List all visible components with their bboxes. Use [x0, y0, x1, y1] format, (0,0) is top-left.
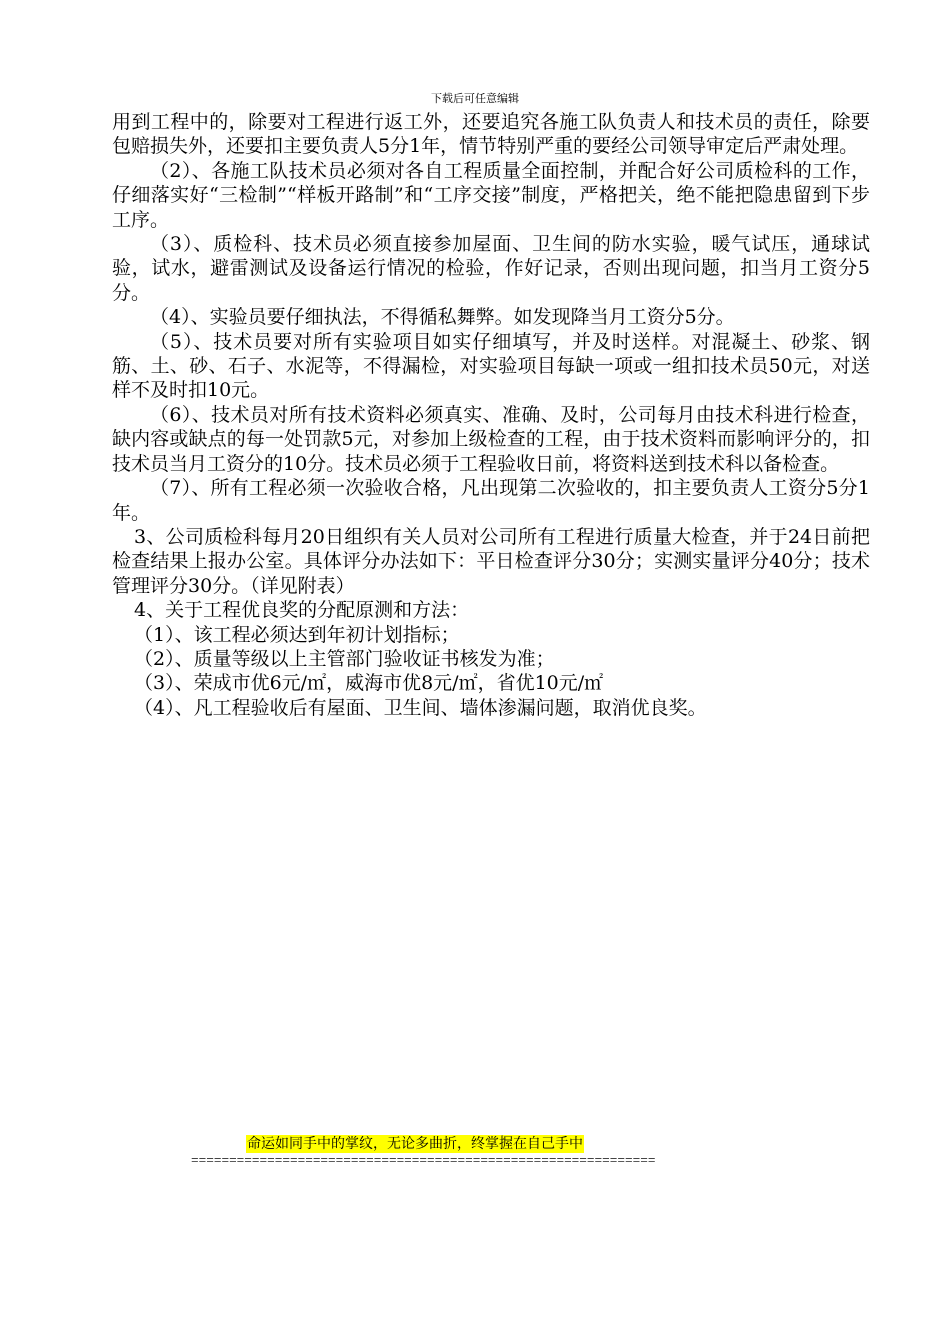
paragraph-section-3: 3、公司质检科每月20日组织有关人员对公司所有工程进行质量大检查，并于24日前把检查结果上报办公室。具体评分办法如下：平日检查评分30分；实测实量评分40分；技术管理评分30分。（详见附表）: [112, 525, 870, 597]
paragraph-award-1: （1）、该工程必须达到年初计划指标；: [134, 623, 460, 646]
paragraph-item-2: （2）、各施工队技术员必须对各自工程质量全面控制，并配合好公司质检科的工作，仔细落实好“三检制”“样板开路制”和“工序交接”制度，严格把关，绝不能把隐患留到下步工序。: [112, 159, 870, 231]
paragraph-item-3: （3）、质检科、技术员必须直接参加屋面、卫生间的防水实验，暖气试压，通球试验，试水，避雷测试及设备运行情况的检验，作好记录，否则出现问题，扣当月工资分5分。: [112, 233, 870, 304]
paragraph-award-4: （4）、凡工程验收后有屋面、卫生间、墙体渗漏问题，取消优良奖。: [134, 696, 707, 719]
paragraph-item-6: （6）、技术员对所有技术资料必须真实、准确、及时，公司每月由技术科进行检查，缺内容或缺点的每一处罚款5元，对参加上级检查的工程，由于技术资料而影响评分的，扣技术员当月工资分的10分。技术员必须于工程验收日前，将资料送到技术科以备检查。: [112, 403, 870, 475]
footer-quote: 命运如同手中的掌纹，无论多曲折，终掌握在自己手中: [247, 1136, 583, 1152]
paragraph-continuation: 用到工程中的，除要对工程进行返工外，还要追究各施工队负责人和技术员的责任，除要包赔损失外，还要扣主要负责人5分1年，情节特别严重的要经公司领导审定后严肃处理。: [112, 111, 870, 158]
document-body: [112, 110, 870, 720]
paragraph-item-7: （7）、所有工程必须一次验收合格，凡出现第二次验收的，扣主要负责人工资分5分1年。: [112, 477, 870, 524]
paragraph-award-2: （2）、质量等级以上主管部门验收证书核发为准；: [134, 647, 555, 670]
paragraph-item-5: （5）、技术员要对所有实验项目如实仔细填写，并及时送样。对混凝土、砂浆、钢筋、土、砂、石子、水泥等，不得漏检，对实验项目每缺一项或一组扣技术员50元，对送样不及时扣10元。: [112, 330, 870, 402]
paragraph-award-3: （3）、荣成市优6元/㎡，威海市优8元/㎡，省优10元/㎡: [134, 672, 604, 695]
paragraph-item-4: （4）、实验员要仔细执法，不得循私舞弊。如发现降当月工资分5分。: [150, 306, 735, 329]
paragraph-section-4: 4、关于工程优良奖的分配原测和方法：: [134, 599, 470, 622]
header-note: 下载后可任意编辑: [431, 92, 519, 105]
footer-divider: =============================================================: [191, 1153, 656, 1168]
